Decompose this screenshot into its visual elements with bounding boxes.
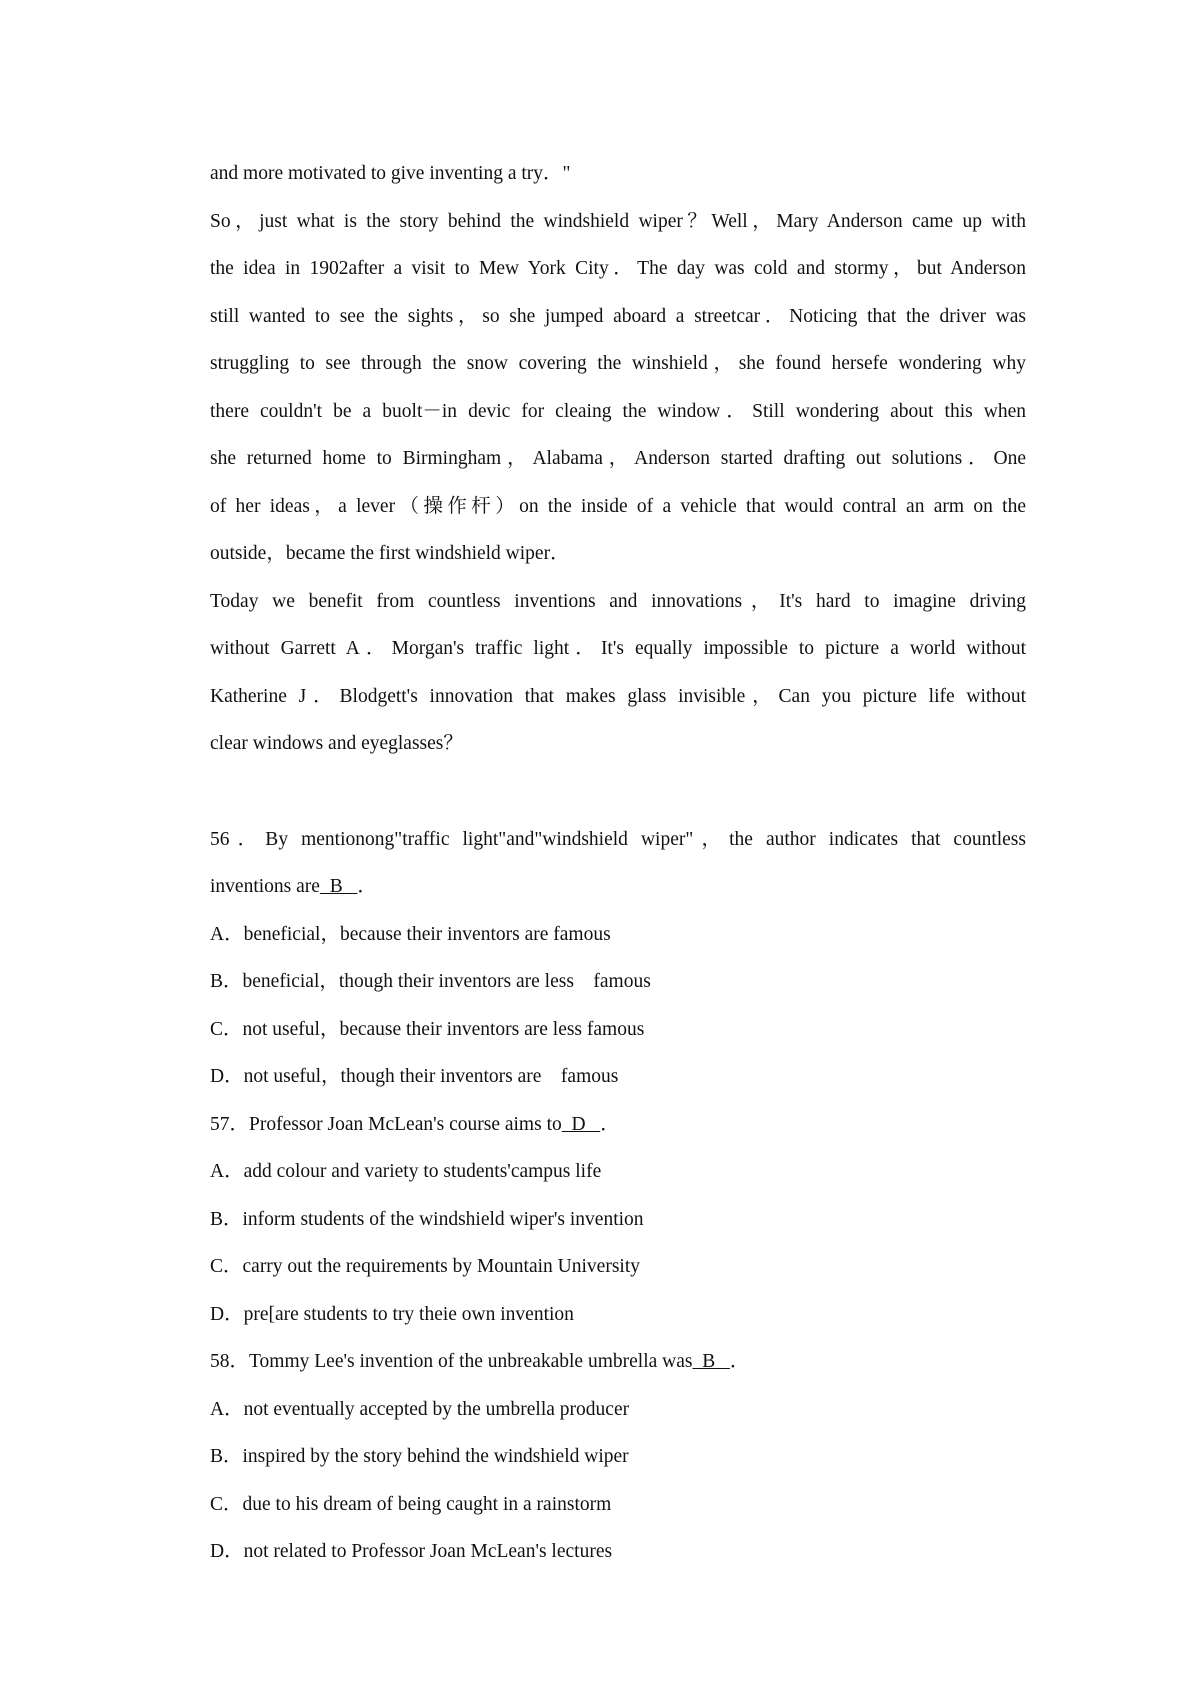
question-stem xyxy=(210,1101,1026,1149)
question-stem: 56．By mentionong"traffic light"and"windshield wiper"，the author indicates that countless xyxy=(210,828,1026,850)
option-c: C．carry out the requirements by Mountain University xyxy=(210,1256,640,1277)
document-page xyxy=(210,150,1026,1576)
passage-line: outside，became the first windshield wiper． xyxy=(210,543,570,564)
answer-blank: B xyxy=(692,1351,730,1372)
passage-line: clear windows and eyeglasses？ xyxy=(210,733,463,754)
option-a: A．not eventually accepted by the umbrella producer xyxy=(210,1398,630,1420)
option-c: C．due to his dream of being caught in a rainstorm xyxy=(210,1493,612,1515)
passage-line: Katherine J．Blodgett's innovation that makes glass invisible，Can you picture life without xyxy=(210,685,1026,707)
passage-line: she returned home to Birmingham，Alabama，Anderson started drafting out solutions．One xyxy=(210,448,1026,469)
passage-line: the idea in 1902after a visit to Mew York City．The day was cold and stormy，but Anderson xyxy=(210,258,1026,279)
option-d: D．not related to Professor Joan McLean's lectures xyxy=(210,1541,613,1562)
passage-line: Today we benefit from countless inventions and innovations，It's hard to imagine driving xyxy=(210,590,1026,612)
passage xyxy=(210,150,1026,768)
answer-blank: D xyxy=(561,1113,601,1135)
option-b: B．inspired by the story behind the windshield wiper xyxy=(210,1446,629,1467)
question-stem-end: ． xyxy=(357,876,377,897)
question-stem-text: 58．Tommy Lee's invention of the unbreakable umbrella was xyxy=(210,1351,693,1372)
question-stem xyxy=(210,1338,1026,1386)
passage-line: and more motivated to give inventing a try．" xyxy=(210,163,571,184)
passage-line: So，just what is the story behind the windshield wiper？Well，Mary Anderson came up with xyxy=(210,210,1026,232)
answer-blank: B xyxy=(319,876,358,897)
option-a: A．beneficial，because their inventors are famous xyxy=(210,923,611,945)
option-a: A．add colour and variety to students'campus life xyxy=(210,1161,602,1182)
passage-line: there couldn't be a buolt－in devic for cleaing the window．Still wondering about this when xyxy=(210,400,1026,422)
question-56 xyxy=(210,816,1026,1101)
question-stem-text: inventions are xyxy=(210,876,320,897)
option-b: B．inform students of the windshield wiper's invention xyxy=(210,1208,644,1230)
question-stem xyxy=(210,863,1026,911)
question-stem-end: ． xyxy=(729,1351,750,1372)
question-58 xyxy=(210,1338,1026,1576)
passage-line: without Garrett A．Morgan's traffic light．It's equally impossible to picture a world without xyxy=(210,638,1026,659)
option-d: D．pre[are students to try theie own invention xyxy=(210,1303,574,1325)
passage-line: of her ideas，a lever（操作杆）on the inside of a vehicle that would contral an arm on the xyxy=(210,495,1026,517)
option-c: C．not useful，because their inventors are less famous xyxy=(210,1018,645,1040)
question-57 xyxy=(210,1101,1026,1339)
question-stem-text: 57．Professor Joan McLean's course aims to xyxy=(210,1113,562,1135)
question-stem-end: ． xyxy=(600,1113,620,1135)
passage-line: still wanted to see the sights，so she jumped aboard a streetcar．Noticing that the driver was xyxy=(210,305,1026,327)
option-b: B．beneficial，though their inventors are less famous xyxy=(210,971,651,992)
section-gap xyxy=(210,768,1026,816)
option-d: D．not useful，though their inventors are famous xyxy=(210,1066,619,1087)
passage-line: struggling to see through the snow covering the winshield，she found hersefe wondering why xyxy=(210,353,1026,374)
